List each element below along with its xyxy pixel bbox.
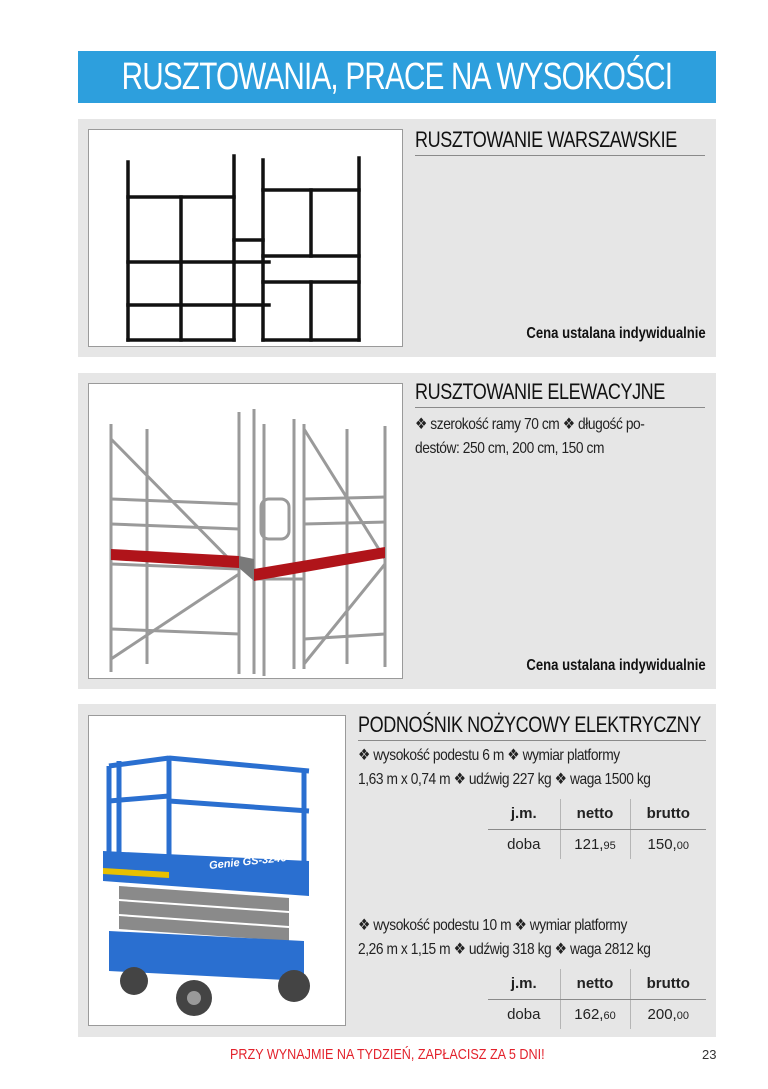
product-elewacyjne: [78, 373, 716, 689]
price-note: Cena ustalana indywidualnie: [526, 325, 706, 342]
variant-description: ❖ wysokość podestu 6 m ❖ wymiar platformy 1,63 m x 0,74 m ❖ udźwig 227 kg ❖ waga 1500 kg: [358, 747, 651, 788]
page-number: 23: [702, 1047, 717, 1062]
unit-cell: doba: [507, 1005, 541, 1023]
price-note: Cena ustalana indywidualnie: [526, 657, 706, 674]
price-table: [488, 969, 706, 1029]
col-header-unit: j.m.: [488, 799, 560, 829]
netto-cell: 121,95: [560, 829, 630, 859]
footer-promo-note: PRZY WYNAJMIE NA TYDZIEŃ, ZAPŁACISZ ZA 5 DNI!: [230, 1046, 545, 1063]
product-title: RUSZTOWANIE ELEWACYJNE: [415, 379, 705, 408]
brutto-cell: 150,00: [630, 829, 706, 859]
product-title: PODNOŚNIK NOŻYCOWY ELEKTRYCZNY: [358, 712, 706, 741]
table-row: [488, 829, 706, 859]
page-header: [78, 51, 716, 103]
price-table: [488, 799, 706, 859]
table-row: [488, 999, 706, 1029]
unit-cell: doba: [507, 835, 541, 853]
product-warszawskie: [78, 119, 716, 357]
col-header-brutto: brutto: [630, 799, 706, 829]
col-header-netto: netto: [560, 799, 630, 829]
product-description: ❖ szerokość ramy 70 cm ❖ długość po- destów: 250 cm, 200 cm, 150 cm: [415, 416, 645, 457]
product-image-warszawskie: [88, 129, 403, 347]
col-header-brutto: brutto: [630, 969, 706, 999]
product-podnosnik: [78, 704, 716, 1037]
col-header-unit: j.m.: [488, 969, 560, 999]
netto-cell: 162,60: [560, 999, 630, 1029]
machine-label: Genie GS-3246: [208, 851, 288, 873]
col-header-netto: netto: [560, 969, 630, 999]
product-image-podnosnik: [88, 715, 346, 1026]
page-title: RUSZTOWANIA, PRACE NA WYSOKOŚCI: [121, 55, 673, 98]
variant-description: ❖ wysokość podestu 10 m ❖ wymiar platformy 2,26 m x 1,15 m ❖ udźwig 318 kg ❖ waga 2812 kg: [358, 917, 651, 958]
product-image-elewacyjne: [88, 383, 403, 679]
product-title: RUSZTOWANIE WARSZAWSKIE: [415, 127, 705, 156]
brutto-cell: 200,00: [630, 999, 706, 1029]
facade-scaffold-illustration: [89, 384, 402, 678]
scaffold-frame-illustration: [89, 130, 402, 346]
